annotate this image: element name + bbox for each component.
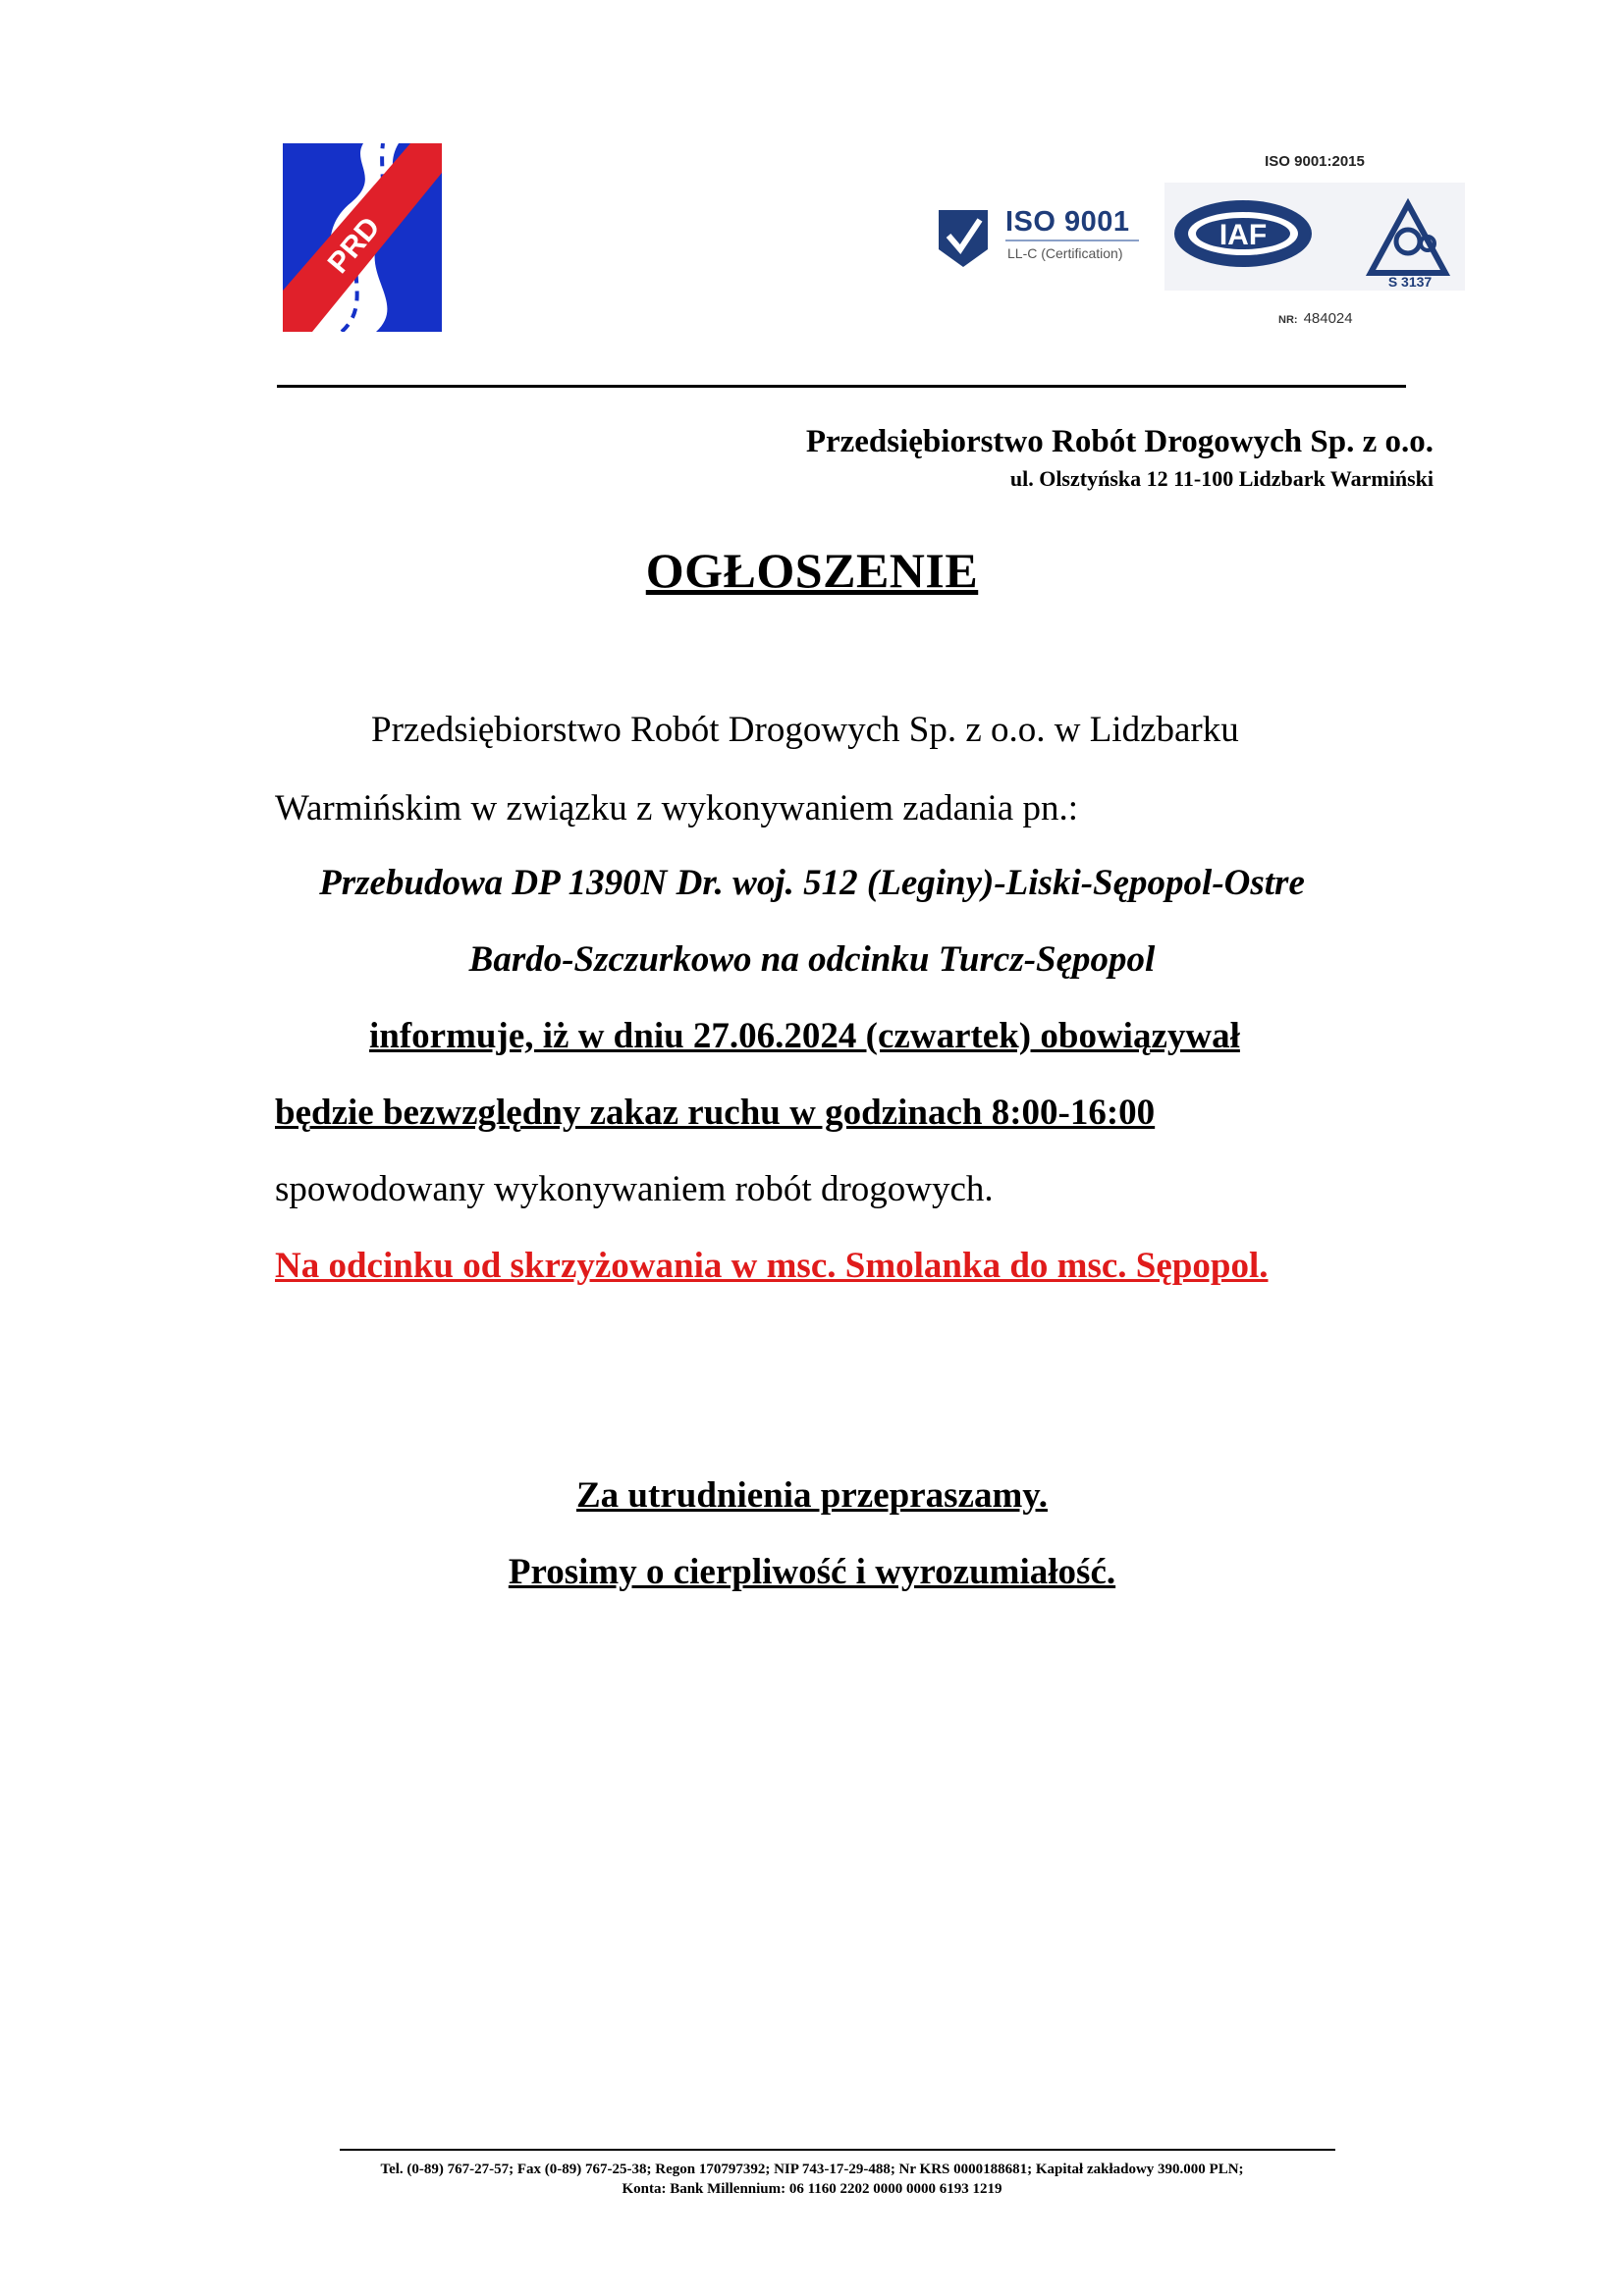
header-divider: [277, 385, 1406, 388]
cert-standard: ISO 9001:2015: [1265, 153, 1365, 170]
certification-logos: [1164, 183, 1465, 291]
notice-line-1: informuje, iż w dniu 27.06.2024 (czwartek) obowiązywał: [369, 1016, 1240, 1056]
iaf-logo-text: IAF: [1218, 219, 1268, 251]
company-header: [806, 424, 1434, 492]
cert-number: [1278, 310, 1353, 327]
body-line-2: Warmińskim w związku z wykonywaniem zadania pn.:: [275, 788, 1078, 828]
road-section-warning: Na odcinku od skrzyżowania w msc. Smolanka do msc. Sępopol.: [275, 1246, 1269, 1286]
body-line-1: Przedsiębiorstwo Robót Drogowych Sp. z o.o. w Lidzbarku: [371, 710, 1239, 750]
footer-contact-line: Tel. (0-89) 767-27-57; Fax (0-89) 767-25-38; Regon 170797392; NIP 743-17-29-488; Nr KRS 0000188681; Kapitał zakładowy 390.000 PLN;: [380, 2162, 1244, 2177]
company-name: Przedsiębiorstwo Robót Drogowych Sp. z o.o.: [805, 424, 1434, 459]
iso-badge-title: ISO 9001: [1005, 206, 1130, 238]
checkmark-icon: [935, 206, 992, 269]
certification-block: [1164, 153, 1465, 340]
document-title: OGŁOSZENIE: [645, 543, 979, 598]
cert-number-label: NR:: [1278, 314, 1298, 326]
iso-badge-underline: [1005, 240, 1139, 241]
company-address: ul. Olsztyńska 12 11-100 Lidzbark Warmiński: [1009, 466, 1434, 491]
iso-badge-subtitle: LL-C (Certification): [1007, 245, 1123, 261]
task-name-line-1: Przebudowa DP 1390N Dr. woj. 512 (Leginy)-Liski-Sępopol-Ostre: [319, 863, 1305, 903]
footer-bank-line: Konta: Bank Millennium: 06 1160 2202 0000 0000 6193 1219: [622, 2181, 1002, 2197]
reason-line: spowodowany wykonywaniem robót drogowych.: [275, 1169, 994, 1209]
iso-9001-badge: [935, 202, 1145, 273]
footer-divider: [340, 2149, 1335, 2151]
company-logo: [283, 143, 442, 332]
patience-request-line: Prosimy o cierpliwość i wyrozumiałość.: [508, 1552, 1116, 1592]
task-name-line-2: Bardo-Szczurkowo na odcinku Turcz-Sępopol: [468, 939, 1156, 980]
svg-text:PRD: PRD: [321, 211, 387, 280]
notice-line-2: będzie bezwzględny zakaz ruchu w godzinach 8:00-16:00: [275, 1093, 1156, 1133]
cert-number-value: 484024: [1303, 310, 1353, 327]
apology-line: Za utrudnienia przepraszamy.: [576, 1475, 1048, 1516]
cert-code: S 3137: [1387, 274, 1433, 290]
